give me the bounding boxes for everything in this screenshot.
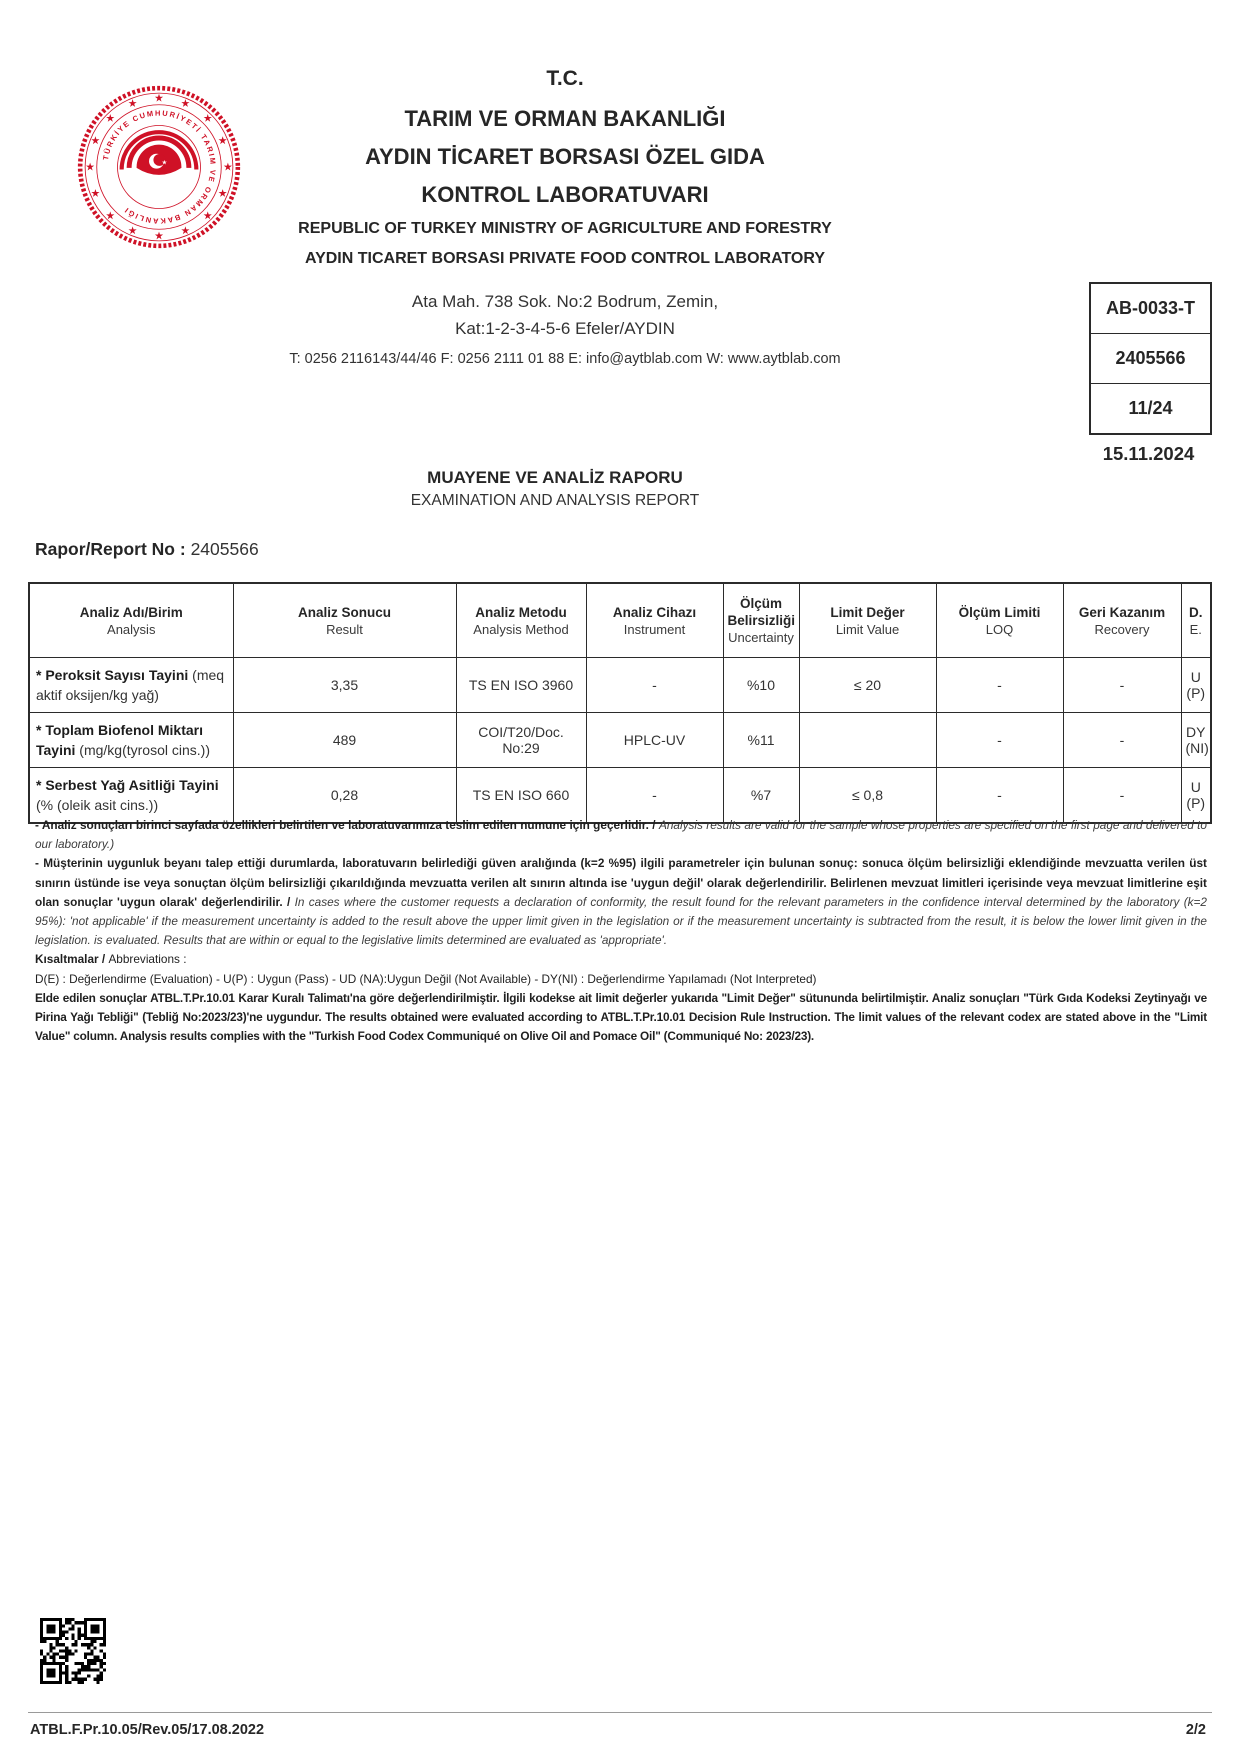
report-date: 15.11.2024 <box>1102 443 1195 464</box>
header-lab-tr-1: AYDIN TİCARET BORSASI ÖZEL GIDA <box>365 144 765 169</box>
cell-evaluation: U (P) <box>1181 658 1211 713</box>
address-block <box>240 288 890 371</box>
report-no-value: 2405566 <box>190 539 259 559</box>
header-lab-en: AYDIN TICARET BORSASI PRIVATE FOOD CONTROL LABORATORY <box>304 250 826 267</box>
report-title-tr: MUAYENE VE ANALİZ RAPORU <box>427 468 683 487</box>
info-report-number: 2405566 <box>1091 333 1210 383</box>
abbreviations-list: D(E) : Değerlendirme (Evaluation) - U(P) : Uygun (Pass) - UD (NA):Uygun Değil (Not Available) - DY(NI) : Değerlendirme Yapılamadı (Not Interpreted) <box>35 971 817 986</box>
contact-line: T: 0256 2116143/44/46 F: 0256 2111 01 88 E: info@aytblab.com W: www.aytblab.com <box>289 351 841 367</box>
cell-loq: - <box>936 713 1063 768</box>
cell-recovery: - <box>1063 768 1181 824</box>
cell-recovery: - <box>1063 713 1181 768</box>
cell-instrument: - <box>586 768 723 824</box>
address-line-1: Ata Mah. 738 Sok. No:2 Bodrum, Zemin, <box>411 292 719 311</box>
cell-method: COI/T20/Doc. No:29 <box>456 713 586 768</box>
cell-result: 3,35 <box>233 658 456 713</box>
header-lab-tr-2: KONTROL LABORATUVARI <box>421 182 709 207</box>
cell-method: TS EN ISO 660 <box>456 768 586 824</box>
col-header-evaluation: D. E. <box>1181 583 1211 658</box>
header-ministry-tr: TARIM VE ORMAN BAKANLIĞI <box>404 106 726 131</box>
cell-result: 489 <box>233 713 456 768</box>
note-conformity: - Müşterinin uygunluk beyanı talep ettiği durumlarda, laboratuvarın belirlediği güven aralığında (k=2 %95) ilgili parametreler için bulunan sonuç: sonuca ölçüm belirsizliği eklendiğinde mevzuatta verilen üst sınırın üstünde ise veya sonuçtan ölçüm belirsizliği çıkarıldığında mevzuatta verilen alt sınırın altında ise 'uygun değil' olarak değerlendirilir. Belirlenen mevzuat limitleri içerisinde veya mevzuat limitlerine eşit olan sonuçlar 'uygun olarak' değerlendirilir. / In cases where the customer requests a declaration of conformity, the result found for the relevant parameters in the confidence interval determined by the laboratory (k=2 95%): 'not applicable' if the measurement uncertainty is added to the result above the upper limit given in the legislation or if the measurement uncertainty is subtracted from the result, it is below the lower limit given in the legislation. is evaluated. Results that are within or equal to the legislative limits determined are evaluated as 'appropriate'. <box>35 856 1207 948</box>
cell-analysis-name: * Serbest Yağ Asitliği Tayini (% (oleik asit cins.)) <box>29 768 233 824</box>
header-title-block <box>240 64 890 274</box>
cell-limit-value: ≤ 20 <box>799 658 936 713</box>
report-no-line <box>35 539 259 560</box>
cell-limit-value: ≤ 0,8 <box>799 768 936 824</box>
cell-method: TS EN ISO 3960 <box>456 658 586 713</box>
cell-result: 0,28 <box>233 768 456 824</box>
ministry-logo <box>76 84 242 250</box>
header-ministry-en: REPUBLIC OF TURKEY MINISTRY OF AGRICULTURE AND FORESTRY <box>298 220 832 237</box>
cell-evaluation: U (P) <box>1181 768 1211 824</box>
logo-ring-text: TÜRKİYE CUMHURİYETİ TARIM VE ORMAN BAKANLIĞI <box>100 108 218 226</box>
report-period: 11/24 <box>1091 383 1210 433</box>
header-tc: T.C. <box>546 67 584 90</box>
cell-analysis-name: * Peroksit Sayısı Tayini (meq aktif oksijen/kg yağ) <box>29 658 233 713</box>
table-header-row <box>29 583 1211 658</box>
cell-analysis-name: * Toplam Biofenol Miktarı Tayini (mg/kg(tyrosol cins.)) <box>29 713 233 768</box>
address-line-2: Kat:1-2-3-4-5-6 Efeler/AYDIN <box>455 319 675 338</box>
cell-loq: - <box>936 768 1063 824</box>
decision-rule-note: Elde edilen sonuçlar ATBL.T.Pr.10.01 Karar Kuralı Talimatı'na göre değerlendirilmiştir. İlgili kodekse ait limit değerler yukarıda "Limit Değer" sütununda belirtilmiştir. Analiz sonuçları "Türk Gıda Kodeksi Zeytinyağı ve Pirina Yağı Tebliği" (Tebliğ No:2023/23)'ne uygundur. The results obtained were evaluated according to ATBL.T.Pr.10.01 Decision Rule Instruction. The limit values of the relevant codex are stated above in the "Limit Value" column. Analysis results complies with the "Turkish Food Codex Communiqué on Olive Oil and Pomace Oil" (Communiqué No: 2023/23). <box>35 990 1207 1044</box>
cell-uncertainty: %10 <box>723 658 799 713</box>
ministry-logo-emblem <box>76 84 242 250</box>
accreditation-number: AB-0033-T <box>1105 298 1196 318</box>
report-no-label: Rapor/Report No : <box>35 539 186 559</box>
report-title-en: EXAMINATION AND ANALYSIS REPORT <box>410 492 700 509</box>
cell-instrument: HPLC-UV <box>586 713 723 768</box>
col-header-method: Analiz Metodu Analysis Method <box>456 583 586 658</box>
col-header-limit-value: Limit Değer Limit Value <box>799 583 936 658</box>
col-header-recovery: Geri Kazanım Recovery <box>1063 583 1181 658</box>
table-row <box>29 768 1211 824</box>
table-row <box>29 658 1211 713</box>
footer-divider <box>28 1712 1212 1713</box>
cell-uncertainty: %11 <box>723 713 799 768</box>
cell-instrument: - <box>586 658 723 713</box>
notes-block <box>35 816 1207 1046</box>
col-header-instrument: Analiz Cihazı Instrument <box>586 583 723 658</box>
abbreviations-heading: Kısaltmalar / Abbreviations : <box>35 952 187 967</box>
cell-limit-value <box>799 713 936 768</box>
col-header-analysis: Analiz Adı/Birim Analysis <box>29 583 233 658</box>
cell-recovery: - <box>1063 658 1181 713</box>
info-box <box>1089 282 1212 435</box>
col-header-uncertainty: Ölçüm Belirsizliği Uncertainty <box>723 583 799 658</box>
qr-code <box>40 1618 106 1684</box>
cell-loq: - <box>936 658 1063 713</box>
cell-uncertainty: %7 <box>723 768 799 824</box>
footer-doc-code: ATBL.F.Pr.10.05/Rev.05/17.08.2022 <box>30 1722 265 1738</box>
table-row <box>29 713 1211 768</box>
logo-center-emblem <box>122 132 197 175</box>
col-header-loq: Ölçüm Limiti LOQ <box>936 583 1063 658</box>
cell-evaluation: DY (NI) <box>1181 713 1211 768</box>
col-header-result: Analiz Sonucu Result <box>233 583 456 658</box>
analysis-table <box>28 582 1212 824</box>
note-validity: - Analiz sonuçları birinci sayfada özellikleri belirtilen ve laboratuvarımıza teslim edilen numune için geçerlidir. / Analysis results are valid for the sample whose properties are specified on the first page and delivered to our laboratory.) <box>35 818 1207 852</box>
footer-page-number: 2/2 <box>1185 1722 1206 1738</box>
